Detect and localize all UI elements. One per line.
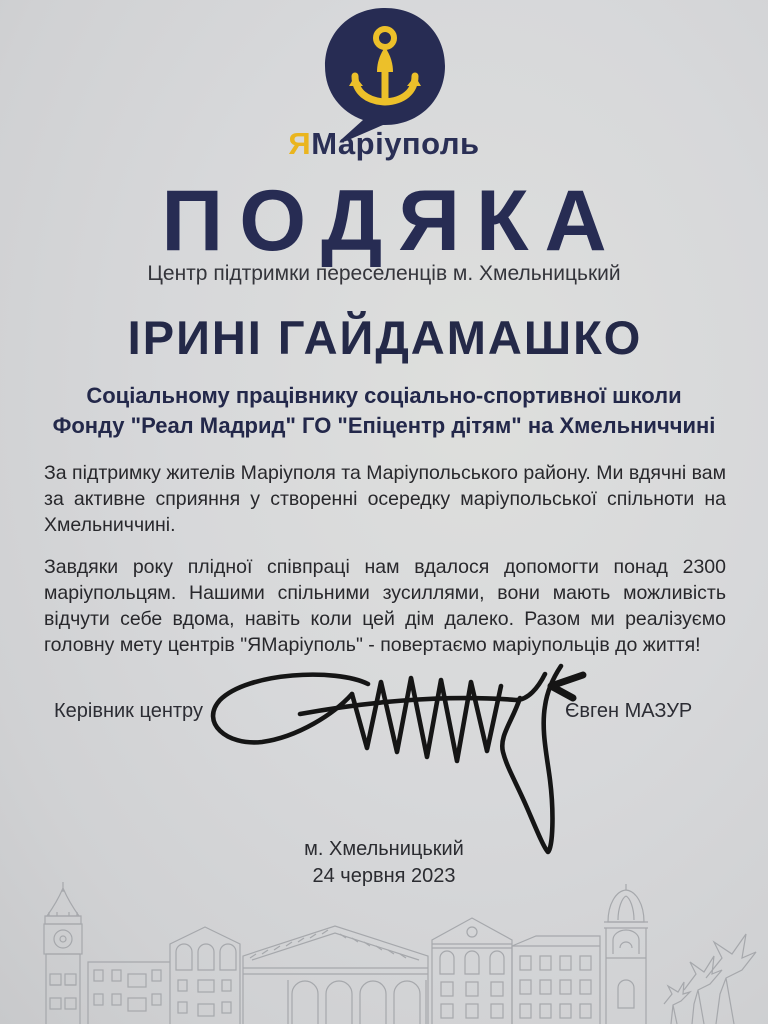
certificate-title: ПОДЯКА	[161, 173, 623, 269]
org-subtitle: Центр підтримки переселенців м. Хмельницький	[147, 262, 621, 285]
brand-rest: Маріуполь	[311, 126, 480, 161]
signature-label: Керівник центру	[54, 700, 203, 722]
recipient-role-line1: Соціальному працівнику соціально-спортивної школи	[86, 383, 682, 408]
recipient-role-line2: Фонду "Реал Мадрид" ГО "Епіцентр дітям" на Хмельниччині	[52, 413, 716, 438]
brand-ya: Я	[288, 126, 312, 161]
brand-wordmark	[0, 126, 768, 162]
body-paragraph-2: Завдяки року плідної співпраці нам вдалося допомогти понад 2300 маріупольцям. Нашими спільними зусиллями, вони мають можливість відчути себе вдома, навіть коли цей дім далеко. Разом ми реалізуємо головну мету центрів "ЯМаріуполь" - повертаємо маріупольців до життя!	[44, 556, 726, 656]
date-line: 24 червня 2023	[312, 865, 456, 887]
recipient-role	[0, 381, 768, 441]
logo-speech-bubble-icon	[319, 6, 451, 142]
city-skyline-illustration	[0, 882, 768, 1024]
body-paragraph-1: За підтримку жителів Маріуполя та Маріупольського району. Ми вдячні вам за активне сприяння у створенні осередку маріупольської спільноти на Хмельниччині.	[44, 462, 726, 536]
recipient-name: ІРИНІ ГАЙДАМАШКО	[127, 311, 643, 364]
city-line: м. Хмельницький	[304, 838, 464, 860]
signer-name: Євген МАЗУР	[565, 700, 693, 722]
